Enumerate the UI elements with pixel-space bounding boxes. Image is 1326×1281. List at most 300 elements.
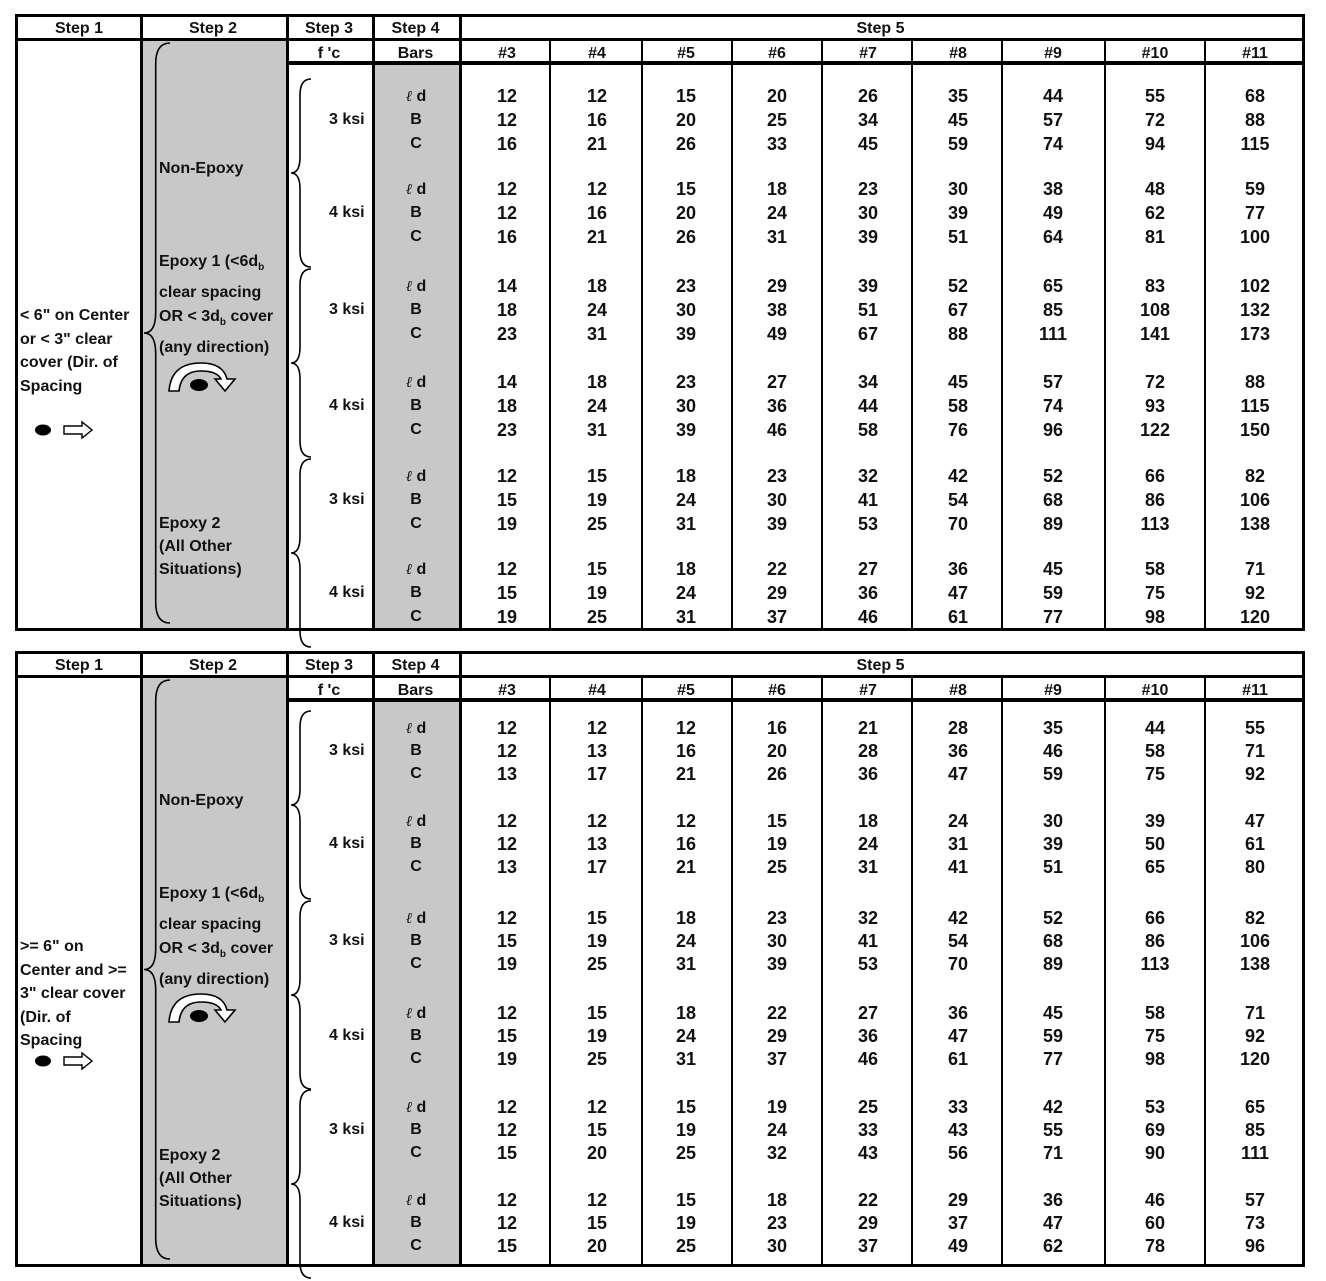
ld-symbol: ℓ [405, 719, 413, 737]
length-value: 23 [496, 324, 518, 344]
length-value: 39 [766, 514, 788, 534]
length-value: 19 [766, 1097, 788, 1117]
row-type-label: B [410, 584, 422, 601]
length-value: 20 [675, 203, 697, 223]
length-value: 68 [1042, 931, 1064, 951]
length-value: 24 [675, 583, 697, 603]
length-value: 51 [1042, 857, 1064, 877]
length-value: 39 [766, 954, 788, 974]
length-value: 71 [1244, 559, 1266, 579]
length-value: 46 [1144, 1190, 1166, 1210]
length-value: 15 [496, 490, 518, 510]
length-value: 35 [947, 86, 969, 106]
length-value: 24 [947, 811, 969, 831]
length-value: 18 [496, 300, 518, 320]
length-value: 73 [1244, 1213, 1266, 1233]
length-value: 54 [947, 931, 969, 951]
length-value: 19 [496, 954, 518, 974]
length-value: 36 [857, 583, 879, 603]
length-value: 12 [496, 559, 518, 579]
length-value: 23 [675, 372, 697, 392]
length-value: 25 [586, 607, 608, 627]
length-value: 89 [1042, 514, 1064, 534]
length-value: 27 [766, 372, 788, 392]
concrete-strength-label: 3 ksi [329, 1121, 365, 1138]
length-value: 30 [1042, 811, 1064, 831]
length-value: 75 [1144, 583, 1166, 603]
length-value: 16 [675, 834, 697, 854]
length-value: 13 [496, 857, 518, 877]
row-type-label: ℓ d [405, 87, 427, 105]
length-value: 12 [496, 1003, 518, 1023]
bar-size-header: #9 [1044, 682, 1062, 699]
length-value: 37 [947, 1213, 969, 1233]
row-type-label: ℓ d [405, 1098, 427, 1116]
row-type-label: B [410, 111, 422, 128]
length-value: 30 [675, 300, 697, 320]
bars-header: Bars [397, 682, 434, 699]
length-value: 75 [1144, 764, 1166, 784]
bar-column-divider [731, 41, 733, 628]
length-value: 31 [586, 420, 608, 440]
length-value: 98 [1144, 607, 1166, 627]
length-value: 16 [496, 134, 518, 154]
epoxy2-line: (All Other [159, 538, 232, 555]
bar-size-header: #11 [1242, 682, 1268, 699]
ld-symbol: ℓ [405, 87, 413, 105]
length-value: 21 [586, 134, 608, 154]
length-value: 138 [1239, 514, 1271, 534]
length-value: 25 [675, 1236, 697, 1256]
length-value: 55 [1042, 1120, 1064, 1140]
ld-symbol: ℓ [405, 180, 413, 198]
length-value: 27 [857, 559, 879, 579]
length-value: 65 [1144, 857, 1166, 877]
length-value: 46 [857, 607, 879, 627]
length-value: 86 [1144, 931, 1166, 951]
epoxy2-label [159, 512, 242, 581]
length-value: 25 [766, 110, 788, 130]
step-header: Step 3 [304, 20, 353, 37]
length-value: 150 [1239, 420, 1271, 440]
length-value: 69 [1144, 1120, 1166, 1140]
length-value: 19 [586, 583, 608, 603]
length-value: 44 [1042, 86, 1064, 106]
row-type-label: ℓ d [405, 909, 427, 927]
length-value: 141 [1139, 324, 1171, 344]
epoxy1-line4: (any direction) [159, 970, 270, 988]
length-value: 52 [1042, 466, 1064, 486]
row-type-label: B [410, 1121, 422, 1138]
bar-size-header: #8 [949, 45, 967, 62]
length-value: 45 [1042, 1003, 1064, 1023]
length-value: 132 [1239, 300, 1271, 320]
length-value: 88 [1244, 372, 1266, 392]
bar-column-divider [1204, 41, 1206, 628]
length-value: 76 [947, 420, 969, 440]
row-type-label: ℓ d [405, 560, 427, 578]
length-value: 46 [857, 1049, 879, 1069]
length-value: 38 [1042, 179, 1064, 199]
length-value: 18 [675, 1003, 697, 1023]
epoxy1-label [159, 250, 273, 360]
length-value: 61 [1244, 834, 1266, 854]
step-header: Step 5 [856, 657, 905, 674]
length-value: 94 [1144, 134, 1166, 154]
length-value: 12 [586, 1097, 608, 1117]
length-value: 18 [586, 372, 608, 392]
length-value: 19 [496, 607, 518, 627]
length-value: 173 [1239, 324, 1271, 344]
length-value: 17 [586, 764, 608, 784]
length-value: 59 [1042, 583, 1064, 603]
row-type-label: C [410, 858, 422, 875]
length-value: 74 [1042, 396, 1064, 416]
length-value: 47 [1244, 811, 1266, 831]
length-value: 41 [947, 857, 969, 877]
length-value: 50 [1144, 834, 1166, 854]
length-value: 53 [857, 514, 879, 534]
length-value: 46 [1042, 741, 1064, 761]
length-value: 44 [857, 396, 879, 416]
length-value: 22 [766, 559, 788, 579]
length-value: 30 [947, 179, 969, 199]
length-value: 36 [857, 764, 879, 784]
length-value: 21 [675, 857, 697, 877]
row-type-label: B [410, 835, 422, 852]
length-value: 49 [766, 324, 788, 344]
length-value: 106 [1239, 931, 1271, 951]
length-value: 12 [586, 179, 608, 199]
length-value: 12 [586, 1190, 608, 1210]
bar-size-header: #7 [859, 682, 877, 699]
column-divider [372, 17, 375, 628]
length-value: 25 [586, 514, 608, 534]
row-type-label: B [410, 491, 422, 508]
length-value: 51 [857, 300, 879, 320]
bars-header: Bars [397, 45, 434, 62]
row-type-label: C [410, 515, 422, 532]
length-value: 30 [857, 203, 879, 223]
row-type-label: B [410, 397, 422, 414]
length-value: 22 [766, 1003, 788, 1023]
length-value: 37 [766, 607, 788, 627]
row-type-label: C [410, 325, 422, 342]
length-value: 77 [1042, 607, 1064, 627]
length-value: 102 [1239, 276, 1271, 296]
length-value: 12 [496, 466, 518, 486]
length-value: 82 [1244, 908, 1266, 928]
bar-size-header: #3 [498, 45, 516, 62]
length-value: 18 [675, 908, 697, 928]
length-value: 23 [675, 276, 697, 296]
length-value: 39 [947, 203, 969, 223]
bar-size-header: #6 [768, 682, 786, 699]
epoxy1-line1: Epoxy 1 ($<6d_b$ [159, 885, 265, 906]
length-value: 15 [766, 811, 788, 831]
fc-group-brace [291, 1090, 311, 1278]
length-value: 71 [1042, 1143, 1064, 1163]
concrete-strength-label: 4 ksi [329, 584, 365, 601]
length-value: 19 [766, 834, 788, 854]
length-value: 29 [766, 583, 788, 603]
length-value: 49 [947, 1236, 969, 1256]
length-value: 70 [947, 514, 969, 534]
concrete-strength-label: 4 ksi [329, 397, 365, 414]
column-divider [286, 17, 289, 628]
length-value: 45 [857, 134, 879, 154]
length-value: 23 [766, 1213, 788, 1233]
length-value: 65 [1244, 1097, 1266, 1117]
length-value: 62 [1042, 1236, 1064, 1256]
concrete-strength-label: 4 ksi [329, 835, 365, 852]
ld-symbol: ℓ [405, 812, 413, 830]
length-value: 59 [1244, 179, 1266, 199]
length-value: 18 [857, 811, 879, 831]
bar-column-divider [1104, 678, 1106, 1264]
non-epoxy-label: Non-Epoxy [159, 792, 244, 809]
length-value: 24 [766, 1120, 788, 1140]
length-value: 15 [586, 466, 608, 486]
length-value: 16 [586, 110, 608, 130]
length-value: 53 [857, 954, 879, 974]
bar-size-header: #8 [949, 682, 967, 699]
column-divider [140, 17, 143, 628]
length-value: 60 [1144, 1213, 1166, 1233]
length-value: 30 [766, 931, 788, 951]
bar-column-divider [641, 41, 643, 628]
length-value: 85 [1042, 300, 1064, 320]
length-value: 120 [1239, 1049, 1271, 1069]
length-value: 115 [1240, 396, 1270, 416]
length-value: 59 [1042, 764, 1064, 784]
bar-size-header: #10 [1141, 682, 1169, 699]
length-value: 111 [1038, 324, 1068, 344]
bar-column-divider [1104, 41, 1106, 628]
length-value: 58 [947, 396, 969, 416]
length-value: 15 [586, 1213, 608, 1233]
length-value: 12 [496, 203, 518, 223]
length-value: 86 [1144, 490, 1166, 510]
length-value: 26 [857, 86, 879, 106]
development-length-table-bottom [15, 651, 1305, 1267]
column-divider [140, 654, 143, 1264]
epoxy1-label [159, 882, 273, 992]
length-value: 19 [675, 1120, 697, 1140]
row-type-label: ℓ d [405, 1004, 427, 1022]
length-value: 33 [947, 1097, 969, 1117]
bar-column-divider [911, 678, 913, 1264]
row-type-label: C [410, 228, 422, 245]
bar-size-header: #3 [498, 682, 516, 699]
length-value: 88 [1244, 110, 1266, 130]
length-value: 12 [586, 811, 608, 831]
length-value: 12 [675, 718, 697, 738]
length-value: 61 [947, 1049, 969, 1069]
length-value: 15 [496, 1026, 518, 1046]
epoxy2-line: Situations) [159, 561, 242, 578]
length-value: 21 [586, 227, 608, 247]
length-value: 59 [947, 134, 969, 154]
length-value: 31 [675, 607, 697, 627]
length-value: 45 [947, 110, 969, 130]
length-value: 47 [1042, 1213, 1064, 1233]
length-value: 16 [586, 203, 608, 223]
fc-group-brace [291, 901, 311, 1089]
length-value: 15 [675, 1190, 697, 1210]
bar-column-divider [911, 41, 913, 628]
length-value: 67 [947, 300, 969, 320]
length-value: 92 [1244, 764, 1266, 784]
length-value: 32 [766, 1143, 788, 1163]
length-value: 108 [1139, 300, 1171, 320]
length-value: 26 [766, 764, 788, 784]
length-value: 15 [675, 86, 697, 106]
length-value: 77 [1244, 203, 1266, 223]
length-value: 25 [766, 857, 788, 877]
column-divider [286, 654, 289, 1264]
length-value: 28 [947, 718, 969, 738]
ld-symbol: ℓ [405, 560, 413, 578]
length-value: 31 [675, 514, 697, 534]
epoxy1-line3: OR < $3d_b$ cover [159, 940, 274, 961]
length-value: 16 [496, 227, 518, 247]
length-value: 43 [857, 1143, 879, 1163]
length-value: 37 [857, 1236, 879, 1256]
bar-column-divider [731, 678, 733, 1264]
length-value: 29 [857, 1213, 879, 1233]
row-type-label: B [410, 742, 422, 759]
fc-group-brace [291, 79, 311, 267]
length-value: 41 [857, 490, 879, 510]
epoxy1-line4: (any direction) [159, 338, 270, 356]
spacing-direction-icon [34, 420, 94, 440]
length-value: 55 [1244, 718, 1266, 738]
length-value: 120 [1239, 607, 1271, 627]
length-value: 29 [766, 1026, 788, 1046]
row-type-label: C [410, 955, 422, 972]
length-value: 25 [675, 1143, 697, 1163]
epoxy1-line2: clear spacing [159, 915, 262, 933]
length-value: 46 [766, 420, 788, 440]
length-value: 15 [496, 931, 518, 951]
length-value: 39 [1144, 811, 1166, 831]
length-value: 57 [1042, 110, 1064, 130]
length-value: 25 [586, 1049, 608, 1069]
spacing-direction-icon [34, 1051, 94, 1071]
length-value: 52 [1042, 908, 1064, 928]
ld-symbol: ℓ [405, 1098, 413, 1116]
length-value: 12 [496, 1213, 518, 1233]
bar-size-header: #5 [677, 45, 695, 62]
length-value: 15 [586, 559, 608, 579]
length-value: 77 [1042, 1049, 1064, 1069]
length-value: 15 [586, 908, 608, 928]
length-value: 57 [1042, 372, 1064, 392]
bar-size-header: #9 [1044, 45, 1062, 62]
length-value: 24 [586, 396, 608, 416]
bar-size-header: #10 [1141, 45, 1169, 62]
step-header: Step 2 [188, 20, 237, 37]
length-value: 20 [586, 1143, 608, 1163]
length-value: 21 [857, 718, 879, 738]
fc-header: f 'c [317, 682, 341, 699]
length-value: 16 [675, 741, 697, 761]
concrete-strength-label: 3 ksi [329, 742, 365, 759]
length-value: 75 [1144, 1026, 1166, 1046]
length-value: 45 [1042, 559, 1064, 579]
length-value: 113 [1140, 954, 1170, 974]
concrete-strength-label: 4 ksi [329, 204, 365, 221]
fc-header: f 'c [317, 45, 341, 62]
length-value: 29 [766, 276, 788, 296]
length-value: 18 [766, 179, 788, 199]
length-value: 34 [857, 110, 879, 130]
length-value: 15 [586, 1003, 608, 1023]
length-value: 36 [947, 1003, 969, 1023]
length-value: 62 [1144, 203, 1166, 223]
length-value: 12 [675, 811, 697, 831]
length-value: 19 [586, 931, 608, 951]
non-epoxy-label: Non-Epoxy [159, 160, 244, 177]
length-value: 92 [1244, 583, 1266, 603]
length-value: 58 [1144, 741, 1166, 761]
length-value: 28 [857, 741, 879, 761]
length-value: 32 [857, 466, 879, 486]
bar-column-divider [821, 678, 823, 1264]
length-value: 13 [586, 834, 608, 854]
epoxy-bar-rotation-icon [165, 988, 245, 1028]
row-type-label: C [410, 135, 422, 152]
epoxy1-line1: Epoxy 1 ($<6d_b$ [159, 253, 265, 274]
epoxy2-line: Epoxy 2 [159, 1147, 221, 1164]
length-value: 23 [857, 179, 879, 199]
ld-symbol: ℓ [405, 1191, 413, 1209]
length-value: 32 [857, 908, 879, 928]
concrete-strength-label: 4 ksi [329, 1027, 365, 1044]
length-value: 12 [496, 110, 518, 130]
row-type-label: B [410, 932, 422, 949]
row-type-label: ℓ d [405, 719, 427, 737]
length-value: 12 [496, 86, 518, 106]
bar-size-header: #11 [1242, 45, 1268, 62]
length-value: 36 [857, 1026, 879, 1046]
length-value: 98 [1144, 1049, 1166, 1069]
length-value: 71 [1244, 1003, 1266, 1023]
length-value: 58 [1144, 559, 1166, 579]
fc-group-brace [291, 459, 311, 647]
epoxy2-label [159, 1144, 242, 1213]
length-value: 68 [1244, 86, 1266, 106]
length-value: 42 [947, 908, 969, 928]
length-value: 12 [496, 834, 518, 854]
length-value: 88 [947, 324, 969, 344]
step-header: Step 2 [188, 657, 237, 674]
column-divider [459, 17, 462, 628]
concrete-strength-label: 4 ksi [329, 1214, 365, 1231]
length-value: 18 [496, 396, 518, 416]
length-value: 31 [857, 857, 879, 877]
length-value: 19 [496, 514, 518, 534]
length-value: 55 [1144, 86, 1166, 106]
length-value: 20 [766, 741, 788, 761]
row-type-label: ℓ d [405, 467, 427, 485]
length-value: 93 [1144, 396, 1166, 416]
length-value: 36 [947, 741, 969, 761]
length-value: 13 [586, 741, 608, 761]
length-value: 58 [857, 420, 879, 440]
concrete-strength-label: 3 ksi [329, 111, 365, 128]
